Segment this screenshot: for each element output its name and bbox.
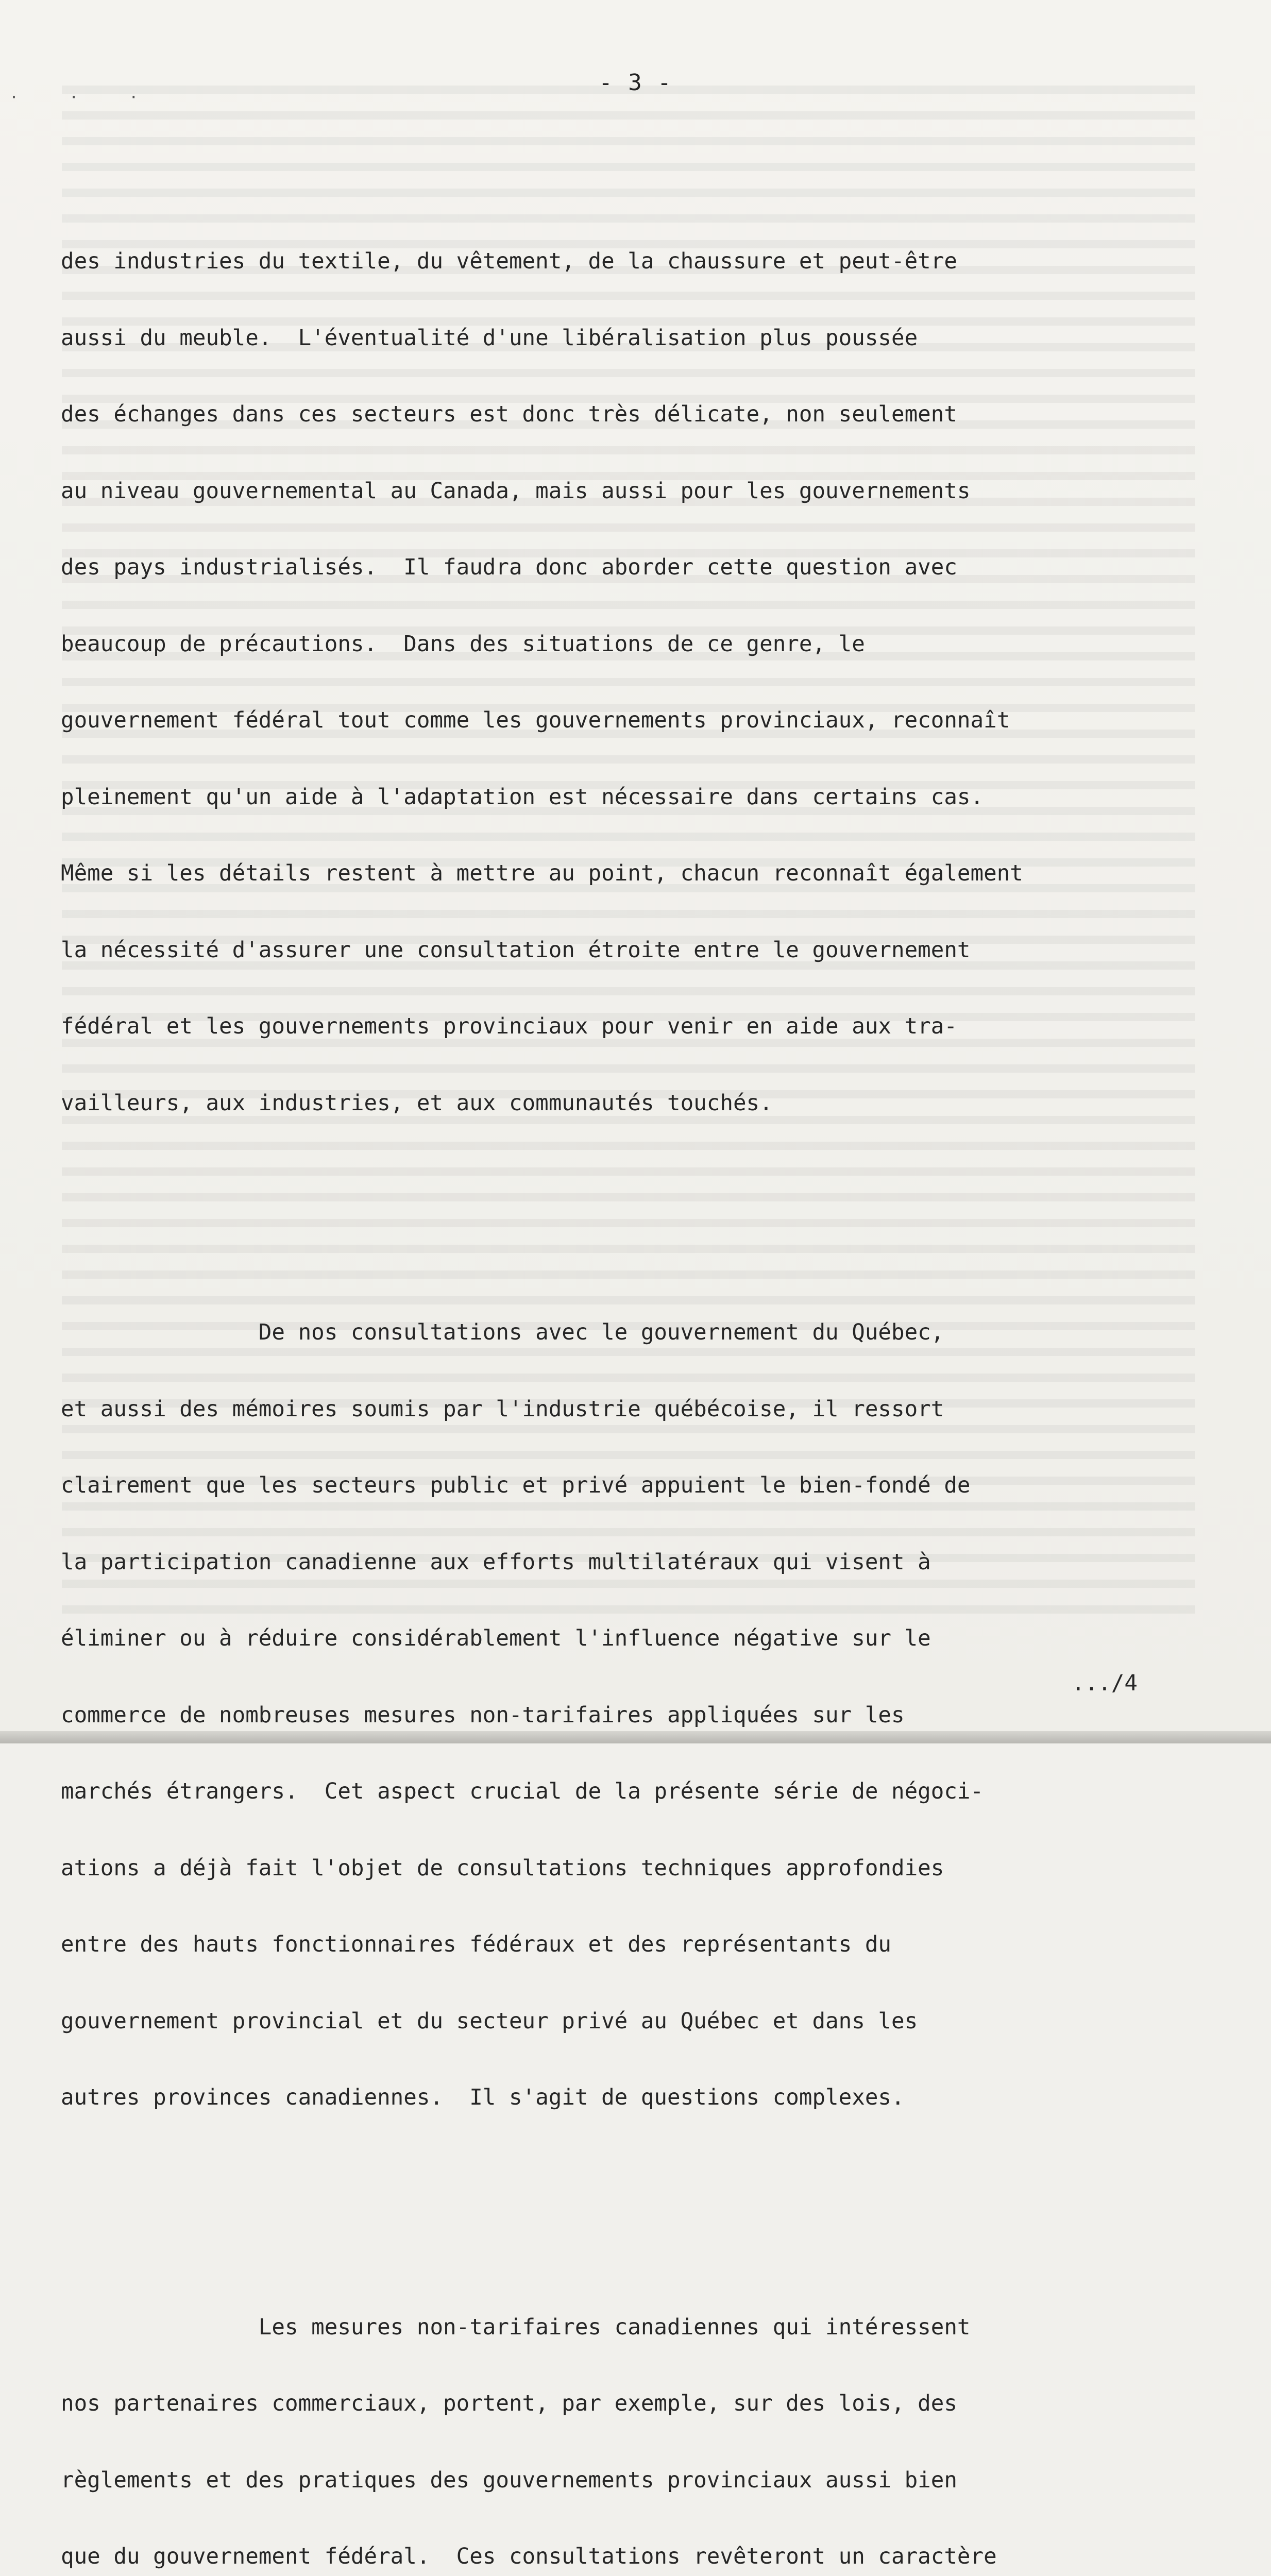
- paragraph-2: [61, 1269, 1225, 2162]
- text-line: gouvernement fédéral tout comme les gouvernements provinciaux, reconnaît: [61, 708, 1225, 734]
- text-line: pleinement qu'un aide à l'adaptation est nécessaire dans certains cas.: [61, 785, 1225, 810]
- text-line: fédéral et les gouvernements provinciaux pour venir en aide aux tra-: [61, 1014, 1225, 1040]
- text-line: règlements et des pratiques des gouvernements provinciaux aussi bien: [61, 2468, 1225, 2494]
- text-line: et aussi des mémoires soumis par l'industrie québécoise, il ressort: [61, 1397, 1225, 1422]
- text-line: beaucoup de précautions. Dans des situations de ce genre, le: [61, 632, 1225, 657]
- text-line: commerce de nombreuses mesures non-tarifaires appliquées sur les: [61, 1703, 1225, 1728]
- paragraph-1: [61, 198, 1225, 1167]
- text-line: la nécessité d'assurer une consultation étroite entre le gouvernement: [61, 938, 1225, 963]
- text-line: aussi du meuble. L'éventualité d'une libéralisation plus poussée: [61, 326, 1225, 351]
- text-line: vailleurs, aux industries, et aux communautés touchés.: [61, 1091, 1225, 1116]
- text-line: Même si les détails restent à mettre au point, chacun reconnaît également: [61, 861, 1225, 887]
- scan-specks: · · ·: [9, 89, 159, 107]
- text-line: De nos consultations avec le gouvernement du Québec,: [61, 1320, 1225, 1346]
- text-line: gouvernement provincial et du secteur privé au Québec et dans les: [61, 2009, 1225, 2035]
- text-line: des échanges dans ces secteurs est donc très délicate, non seulement: [61, 402, 1225, 428]
- text-line: Les mesures non-tarifaires canadiennes qui intéressent: [61, 2315, 1225, 2341]
- text-line: autres provinces canadiennes. Il s'agit de questions complexes.: [61, 2085, 1225, 2111]
- text-line: éliminer ou à réduire considérablement l'influence négative sur le: [61, 1626, 1225, 1652]
- text-line: au niveau gouvernemental au Canada, mais aussi pour les gouvernements: [61, 479, 1225, 504]
- text-line: la participation canadienne aux efforts multilatéraux qui visent à: [61, 1550, 1225, 1575]
- continuation-marker: .../4: [1072, 1671, 1138, 1696]
- page-bottom-edge: [0, 1731, 1271, 1743]
- text-line: que du gouvernement fédéral. Ces consultations revêteront un caractère: [61, 2544, 1225, 2570]
- text-line: nos partenaires commerciaux, portent, par exemple, sur des lois, des: [61, 2391, 1225, 2417]
- text-line: entre des hauts fonctionnaires fédéraux et des représentants du: [61, 1932, 1225, 1958]
- text-line: ations a déjà fait l'objet de consultations techniques approfondies: [61, 1856, 1225, 1882]
- text-line: marchés étrangers. Cet aspect crucial de la présente série de négoci-: [61, 1779, 1225, 1805]
- page-number: - 3 -: [0, 70, 1271, 96]
- text-line: clairement que les secteurs public et privé appuient le bien-fondé de: [61, 1473, 1225, 1499]
- paragraph-3: [61, 2264, 1225, 2576]
- body-text: [61, 147, 1225, 2576]
- text-line: des industries du textile, du vêtement, de la chaussure et peut-être: [61, 249, 1225, 275]
- text-line: des pays industrialisés. Il faudra donc aborder cette question avec: [61, 555, 1225, 581]
